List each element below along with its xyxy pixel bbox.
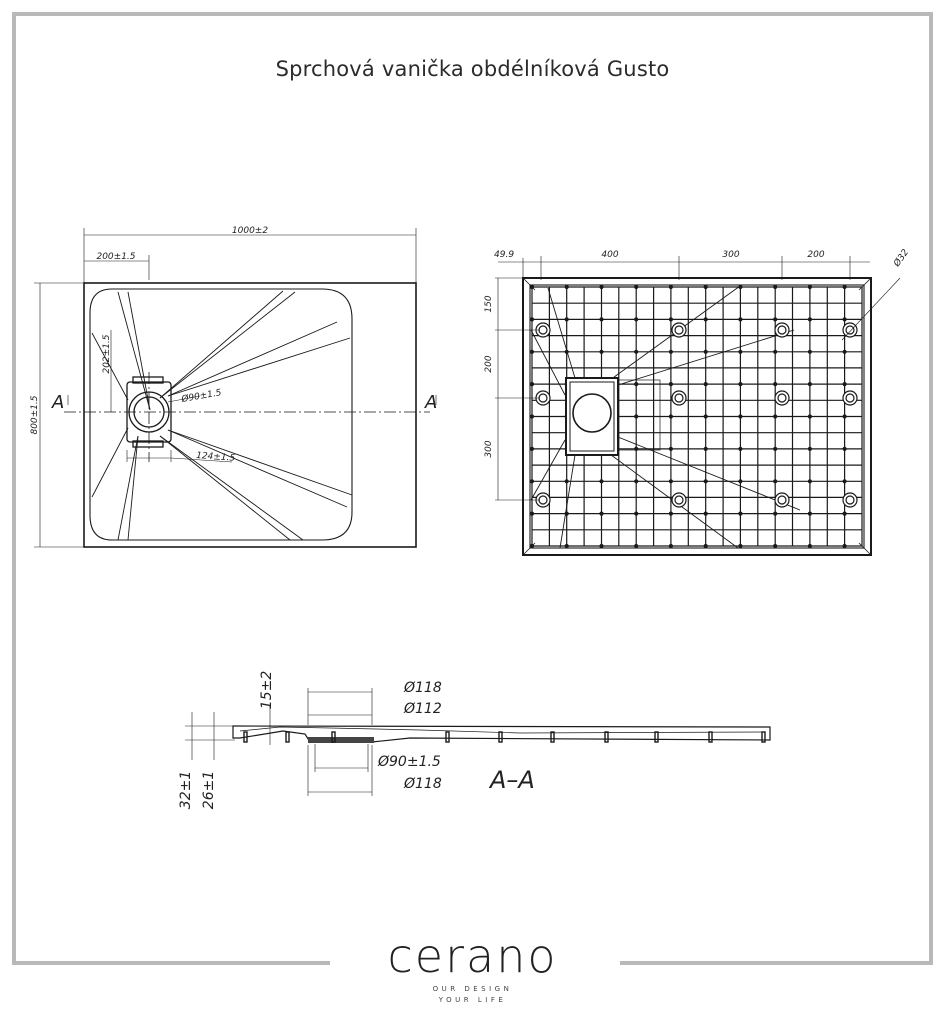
page-frame [14,14,931,963]
section-marker-right: A [425,392,438,413]
edge-dimension-label: 49.9 [494,250,515,260]
section-height-15-label: 15±2 [259,670,275,710]
top-view-dimensions [34,228,436,547]
dimension-200-label: 200 [807,250,825,260]
top-view [34,228,436,547]
left-dimension-150: 150 [484,295,494,313]
brand-tagline-2: YOUR LIFE [438,996,507,1004]
dimension-400-label: 400 [601,250,619,260]
section-line-a [64,372,430,462]
drain-diameter-label: Ø90±1.5 [180,388,223,405]
section-d118-top-label: Ø118 [404,680,442,696]
foot-diameter-label: Ø32 [892,247,912,269]
brand-tagline-1: OUR DESIGN [432,985,513,993]
underside-drain-opening [573,394,611,432]
page-title: Sprchová vanička obdélníková Gusto [275,57,670,81]
drain-box-label: 124±1.5 [195,451,236,464]
height-dimension-label: 800±1.5 [30,395,40,435]
left-dimension-200: 200 [484,355,494,373]
section-d112-label: Ø112 [404,701,442,717]
width-dimension-label: 1000±2 [231,226,269,236]
section-height-26-label: 26±1 [201,770,217,810]
section-d90-label: Ø90±1.5 [378,754,441,770]
left-dimension-300: 300 [484,440,494,458]
drain-offset-label: 200±1.5 [96,252,136,262]
section-height-32-label: 32±1 [178,770,194,810]
brand-logo: cerano [387,929,558,983]
section-title-label: A–A [490,766,535,794]
drain-vertical-label: 202±1.5 [102,334,112,374]
bottom-view [495,256,900,555]
section-d118-bottom-label: Ø118 [404,776,442,792]
section-marker-left: A [52,392,65,413]
dimension-300-label: 300 [722,250,740,260]
slope-lines [92,291,352,540]
